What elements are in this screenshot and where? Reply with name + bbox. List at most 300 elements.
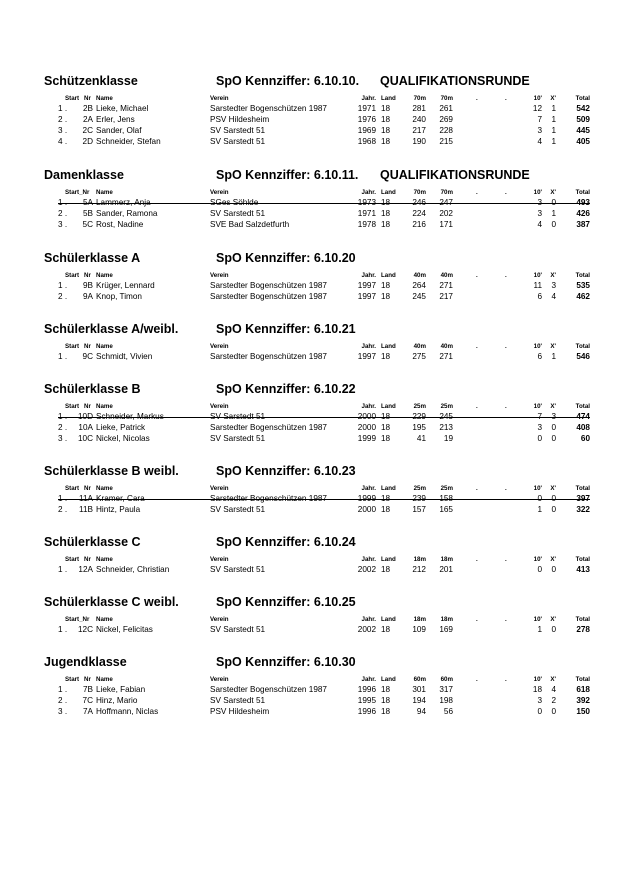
tens-count: 0: [537, 494, 542, 503]
header-land: Land: [381, 403, 396, 410]
tens-count: 6: [537, 352, 542, 361]
header-club: Verein: [210, 485, 229, 492]
x-count: 1: [551, 209, 556, 218]
club-name: PSV Hildesheim: [210, 115, 270, 124]
club-name: SV Sarstedt 51: [210, 565, 266, 574]
header-start: Start: [65, 95, 80, 102]
x-count: 2: [551, 696, 556, 705]
header-club: Verein: [210, 189, 229, 196]
tens-count: 0: [537, 565, 542, 574]
header-year: Jahr.: [361, 95, 376, 102]
birth-year: 1969: [357, 126, 376, 135]
club-name: SV Sarstedt 51: [210, 434, 266, 443]
birth-year: 1976: [357, 115, 376, 124]
birth-year: 1995: [357, 696, 376, 705]
round-2-score: 271: [439, 352, 453, 361]
x-count: 1: [551, 352, 556, 361]
round-2-score: 158: [439, 494, 453, 503]
birth-year: 1999: [357, 434, 376, 443]
land: 18: [381, 625, 391, 634]
header-dot: .: [476, 556, 478, 563]
tens-count: 1: [537, 625, 542, 634]
strikethrough-line: [58, 499, 590, 500]
land: 18: [381, 292, 391, 301]
archer-name: Schmidt, Vivien: [96, 352, 153, 361]
land: 18: [381, 707, 391, 716]
rank: 3 .: [58, 220, 68, 229]
section-title: [0, 322, 620, 336]
header-dot: .: [476, 676, 478, 683]
archer-name: Knop, Timon: [96, 292, 142, 301]
result-row: [0, 137, 620, 148]
header-land: Land: [381, 343, 396, 350]
header-name: Name: [96, 403, 113, 410]
round-1-score: 190: [412, 137, 426, 146]
birth-year: 2000: [357, 505, 376, 514]
x-count: 0: [551, 423, 556, 432]
start-number: 10D: [77, 412, 93, 421]
header-start: Start: [65, 272, 80, 279]
tens-count: 0: [537, 434, 542, 443]
round-1-score: 281: [412, 104, 426, 113]
round-1-score: 195: [412, 423, 426, 432]
tens-count: 0: [537, 707, 542, 716]
start-number: 7C: [82, 696, 93, 705]
club-name: SV Sarstedt 51: [210, 412, 266, 421]
header-x: X': [550, 343, 556, 350]
header-dot: .: [476, 616, 478, 623]
header-x: X': [550, 95, 556, 102]
total-score: 60: [580, 434, 590, 443]
header-distance-2: 40m: [440, 343, 453, 350]
section-title: [0, 464, 620, 478]
round-1-score: 245: [412, 292, 426, 301]
rank: 3 .: [58, 126, 68, 135]
section-spacer: [0, 303, 620, 322]
round-1-score: 157: [412, 505, 426, 514]
spo-code: SpO Kennziffer: 6.10.30: [216, 655, 356, 669]
section-spacer: [0, 445, 620, 464]
total-score: 535: [576, 281, 590, 290]
start-number: 7A: [82, 707, 93, 716]
total-score: 408: [576, 423, 590, 432]
round-name: QUALIFIKATIONSRUNDE: [380, 74, 530, 88]
start-number: 9B: [82, 281, 93, 290]
start-number: 9A: [82, 292, 93, 301]
land: 18: [381, 126, 391, 135]
round-1-score: 94: [416, 707, 426, 716]
round-1-score: 240: [412, 115, 426, 124]
section-spacer: [0, 148, 620, 168]
header-dot: .: [505, 485, 507, 492]
column-header: [0, 615, 620, 625]
total-score: 426: [576, 209, 590, 218]
header-year: Jahr.: [361, 485, 376, 492]
start-number: 7B: [82, 685, 93, 694]
header-club: Verein: [210, 95, 229, 102]
club-name: SGes Söhlde: [210, 198, 259, 207]
header-distance-1: 70m: [413, 95, 426, 102]
club-name: Sarstedter Bogenschützen 1987: [210, 685, 327, 694]
birth-year: 1996: [357, 685, 376, 694]
header-name: Name: [96, 343, 113, 350]
header-distance-1: 18m: [413, 556, 426, 563]
start-number: 12A: [78, 565, 93, 574]
column-header: [0, 94, 620, 104]
rank: 2 .: [58, 115, 68, 124]
header-x: X': [550, 485, 556, 492]
total-score: 462: [576, 292, 590, 301]
x-count: 1: [551, 104, 556, 113]
header-club: Verein: [210, 676, 229, 683]
class-name: Jugendklasse: [44, 655, 127, 669]
header-tens: 10': [533, 272, 542, 279]
header-nr: Nr: [84, 403, 91, 410]
tens-count: 18: [532, 685, 542, 694]
birth-year: 1971: [357, 104, 376, 113]
archer-name: Nickel, Nicolas: [96, 434, 150, 443]
class-section: [0, 595, 620, 636]
class-section: [0, 74, 620, 148]
header-land: Land: [381, 676, 396, 683]
round-1-score: 224: [412, 209, 426, 218]
class-name: Schülerklasse B weibl.: [44, 464, 179, 478]
club-name: PSV Hildesheim: [210, 707, 270, 716]
header-start: Start: [65, 556, 80, 563]
column-header: [0, 484, 620, 494]
header-land: Land: [381, 189, 396, 196]
section-title: [0, 382, 620, 396]
birth-year: 2000: [357, 423, 376, 432]
round-2-score: 165: [439, 505, 453, 514]
tens-count: 4: [537, 220, 542, 229]
header-start: Start_Nr: [65, 616, 90, 623]
round-2-score: 228: [439, 126, 453, 135]
rank: 1 .: [58, 352, 68, 361]
header-tens: 10': [533, 95, 542, 102]
archer-name: Sander, Ramona: [96, 209, 158, 218]
spo-code: SpO Kennziffer: 6.10.22: [216, 382, 356, 396]
round-2-score: 317: [439, 685, 453, 694]
total-score: 322: [576, 505, 590, 514]
result-row-struck: [0, 412, 620, 423]
header-name: Name: [96, 676, 113, 683]
x-count: 3: [551, 412, 556, 421]
tens-count: 7: [537, 115, 542, 124]
archer-name: Hinz, Mario: [96, 696, 138, 705]
x-count: 0: [551, 565, 556, 574]
header-nr: Nr: [84, 272, 91, 279]
header-dot: .: [505, 676, 507, 683]
header-dot: .: [476, 189, 478, 196]
land: 18: [381, 137, 391, 146]
header-total: Total: [575, 95, 590, 102]
header-dot: .: [476, 485, 478, 492]
club-name: SV Sarstedt 51: [210, 625, 266, 634]
header-tens: 10': [533, 189, 542, 196]
class-section: [0, 322, 620, 363]
total-score: 542: [576, 104, 590, 113]
section-spacer: [0, 363, 620, 382]
header-year: Jahr.: [361, 676, 376, 683]
club-name: Sarstedter Bogenschützen 1987: [210, 292, 327, 301]
archer-name: Krüger, Lennard: [96, 281, 155, 290]
total-score: 278: [576, 625, 590, 634]
rank: 1 .: [58, 104, 68, 113]
start-number: 12C: [77, 625, 93, 634]
archer-name: Schneider, Markus: [96, 412, 164, 421]
x-count: 0: [551, 505, 556, 514]
header-club: Verein: [210, 616, 229, 623]
rank: 2 .: [58, 423, 68, 432]
total-score: 387: [576, 220, 590, 229]
birth-year: 1997: [357, 352, 376, 361]
land: 18: [381, 565, 391, 574]
header-land: Land: [381, 616, 396, 623]
header-tens: 10': [533, 676, 542, 683]
club-name: SV Sarstedt 51: [210, 126, 266, 135]
round-2-score: 169: [439, 625, 453, 634]
club-name: SVE Bad Salzdetfurth: [210, 220, 290, 229]
header-distance-2: 40m: [440, 272, 453, 279]
spo-code: SpO Kennziffer: 6.10.20: [216, 251, 356, 265]
header-year: Jahr.: [361, 403, 376, 410]
spo-code: SpO Kennziffer: 6.10.24: [216, 535, 356, 549]
x-count: 1: [551, 126, 556, 135]
header-name: Name: [96, 95, 113, 102]
result-row: [0, 220, 620, 231]
round-2-score: 201: [439, 565, 453, 574]
start-number: 10C: [77, 434, 93, 443]
header-name: Name: [96, 189, 113, 196]
header-tens: 10': [533, 616, 542, 623]
section-title: [0, 168, 620, 182]
header-dot: .: [505, 343, 507, 350]
birth-year: 1971: [357, 209, 376, 218]
land: 18: [381, 115, 391, 124]
round-2-score: 269: [439, 115, 453, 124]
header-total: Total: [575, 272, 590, 279]
header-distance-1: 40m: [413, 343, 426, 350]
class-name: Schülerklasse A/weibl.: [44, 322, 179, 336]
round-2-score: 171: [439, 220, 453, 229]
result-row-struck: [0, 494, 620, 505]
start-number: 5C: [82, 220, 93, 229]
result-row: [0, 707, 620, 718]
round-2-score: 202: [439, 209, 453, 218]
x-count: 1: [551, 137, 556, 146]
header-nr: Nr: [84, 556, 91, 563]
total-score: 445: [576, 126, 590, 135]
round-2-score: 19: [443, 434, 453, 443]
section-title: [0, 595, 620, 609]
header-name: Name: [96, 272, 113, 279]
start-number: 2D: [82, 137, 93, 146]
header-distance-2: 70m: [440, 95, 453, 102]
round-2-score: 217: [439, 292, 453, 301]
archer-name: Sander, Olaf: [96, 126, 142, 135]
round-2-score: 198: [439, 696, 453, 705]
header-dot: .: [476, 95, 478, 102]
x-count: 0: [551, 198, 556, 207]
tens-count: 3: [537, 423, 542, 432]
section-spacer: [0, 636, 620, 655]
round-name: QUALIFIKATIONSRUNDE: [380, 168, 530, 182]
x-count: 0: [551, 220, 556, 229]
class-name: Schülerklasse C: [44, 535, 141, 549]
birth-year: 2002: [357, 565, 376, 574]
header-x: X': [550, 556, 556, 563]
rank: 2 .: [58, 209, 68, 218]
header-start: Start: [65, 485, 80, 492]
x-count: 3: [551, 281, 556, 290]
header-total: Total: [575, 556, 590, 563]
header-club: Verein: [210, 556, 229, 563]
rank: 1 .: [58, 198, 68, 207]
header-x: X': [550, 272, 556, 279]
rank: 3 .: [58, 434, 68, 443]
land: 18: [381, 220, 391, 229]
result-row: [0, 104, 620, 115]
header-start: Start_Nr: [65, 189, 90, 196]
header-nr: Nr: [84, 95, 91, 102]
header-distance-1: 25m: [413, 485, 426, 492]
start-number: 9C: [82, 352, 93, 361]
header-land: Land: [381, 95, 396, 102]
header-tens: 10': [533, 556, 542, 563]
class-section: [0, 655, 620, 718]
round-1-score: 217: [412, 126, 426, 135]
birth-year: 1978: [357, 220, 376, 229]
start-number: 11B: [79, 505, 93, 514]
strikethrough-line: [58, 203, 590, 204]
club-name: Sarstedter Bogenschützen 1987: [210, 104, 327, 113]
round-1-score: 194: [412, 696, 426, 705]
rank: 2 .: [58, 505, 68, 514]
result-row: [0, 292, 620, 303]
round-2-score: 261: [439, 104, 453, 113]
column-header: [0, 342, 620, 352]
birth-year: 1997: [357, 292, 376, 301]
rank: 1 .: [58, 494, 68, 503]
section-spacer: [0, 576, 620, 595]
archer-name: Lammerz, Anja: [96, 198, 151, 207]
round-1-score: 239: [412, 494, 426, 503]
header-total: Total: [575, 676, 590, 683]
header-total: Total: [575, 343, 590, 350]
tens-count: 1: [537, 505, 542, 514]
result-row: [0, 126, 620, 137]
class-section: [0, 382, 620, 445]
header-distance-2: 25m: [440, 485, 453, 492]
spo-code: SpO Kennziffer: 6.10.25: [216, 595, 356, 609]
start-number: 2B: [82, 104, 93, 113]
header-distance-1: 60m: [413, 676, 426, 683]
class-name: Damenklasse: [44, 168, 124, 182]
class-name: Schülerklasse A: [44, 251, 141, 265]
birth-year: 2000: [357, 412, 376, 421]
header-total: Total: [575, 485, 590, 492]
result-row: [0, 423, 620, 434]
rank: 1 .: [58, 565, 68, 574]
header-x: X': [550, 676, 556, 683]
archer-name: Lieke, Fabian: [96, 685, 146, 694]
result-row-struck: [0, 198, 620, 209]
rank: 1 .: [58, 412, 68, 421]
section-title: [0, 535, 620, 549]
round-2-score: 56: [443, 707, 453, 716]
x-count: 1: [551, 115, 556, 124]
result-row: [0, 434, 620, 445]
archer-name: Hintz, Paula: [96, 505, 141, 514]
spo-code: SpO Kennziffer: 6.10.21: [216, 322, 356, 336]
column-header: [0, 188, 620, 198]
round-1-score: 264: [412, 281, 426, 290]
land: 18: [381, 352, 391, 361]
header-dot: .: [476, 272, 478, 279]
spo-code: SpO Kennziffer: 6.10.23: [216, 464, 356, 478]
land: 18: [381, 412, 391, 421]
start-number: 5A: [82, 198, 93, 207]
club-name: SV Sarstedt 51: [210, 137, 266, 146]
result-row: [0, 696, 620, 707]
archer-name: Hoffmann, Niclas: [96, 707, 159, 716]
archer-name: Lieke, Michael: [96, 104, 149, 113]
tens-count: 3: [537, 696, 542, 705]
column-header: [0, 271, 620, 281]
results-document: [0, 74, 620, 718]
header-land: Land: [381, 485, 396, 492]
header-name: Name: [96, 616, 113, 623]
column-header: [0, 402, 620, 412]
club-name: Sarstedter Bogenschützen 1987: [210, 281, 327, 290]
land: 18: [381, 198, 391, 207]
club-name: SV Sarstedt 51: [210, 209, 266, 218]
section-title: [0, 74, 620, 88]
header-land: Land: [381, 272, 396, 279]
total-score: 150: [576, 707, 590, 716]
land: 18: [381, 209, 391, 218]
round-2-score: 245: [439, 412, 453, 421]
rank: 1 .: [58, 685, 68, 694]
round-2-score: 271: [439, 281, 453, 290]
birth-year: 1999: [357, 494, 376, 503]
header-year: Jahr.: [361, 556, 376, 563]
header-x: X': [550, 403, 556, 410]
x-count: 0: [551, 625, 556, 634]
total-score: 493: [576, 198, 590, 207]
section-title: [0, 251, 620, 265]
class-name: Schülerklasse B: [44, 382, 141, 396]
class-name: Schülerklasse C weibl.: [44, 595, 179, 609]
total-score: 618: [576, 685, 590, 694]
x-count: 0: [551, 707, 556, 716]
header-distance-2: 70m: [440, 189, 453, 196]
result-row: [0, 625, 620, 636]
birth-year: 1968: [357, 137, 376, 146]
header-x: X': [550, 616, 556, 623]
rank: 1 .: [58, 281, 68, 290]
result-row: [0, 352, 620, 363]
round-1-score: 216: [412, 220, 426, 229]
birth-year: 1997: [357, 281, 376, 290]
header-club: Verein: [210, 343, 229, 350]
header-tens: 10': [533, 403, 542, 410]
header-name: Name: [96, 556, 113, 563]
tens-count: 3: [537, 209, 542, 218]
header-dot: .: [476, 343, 478, 350]
archer-name: Schneider, Christian: [96, 565, 170, 574]
